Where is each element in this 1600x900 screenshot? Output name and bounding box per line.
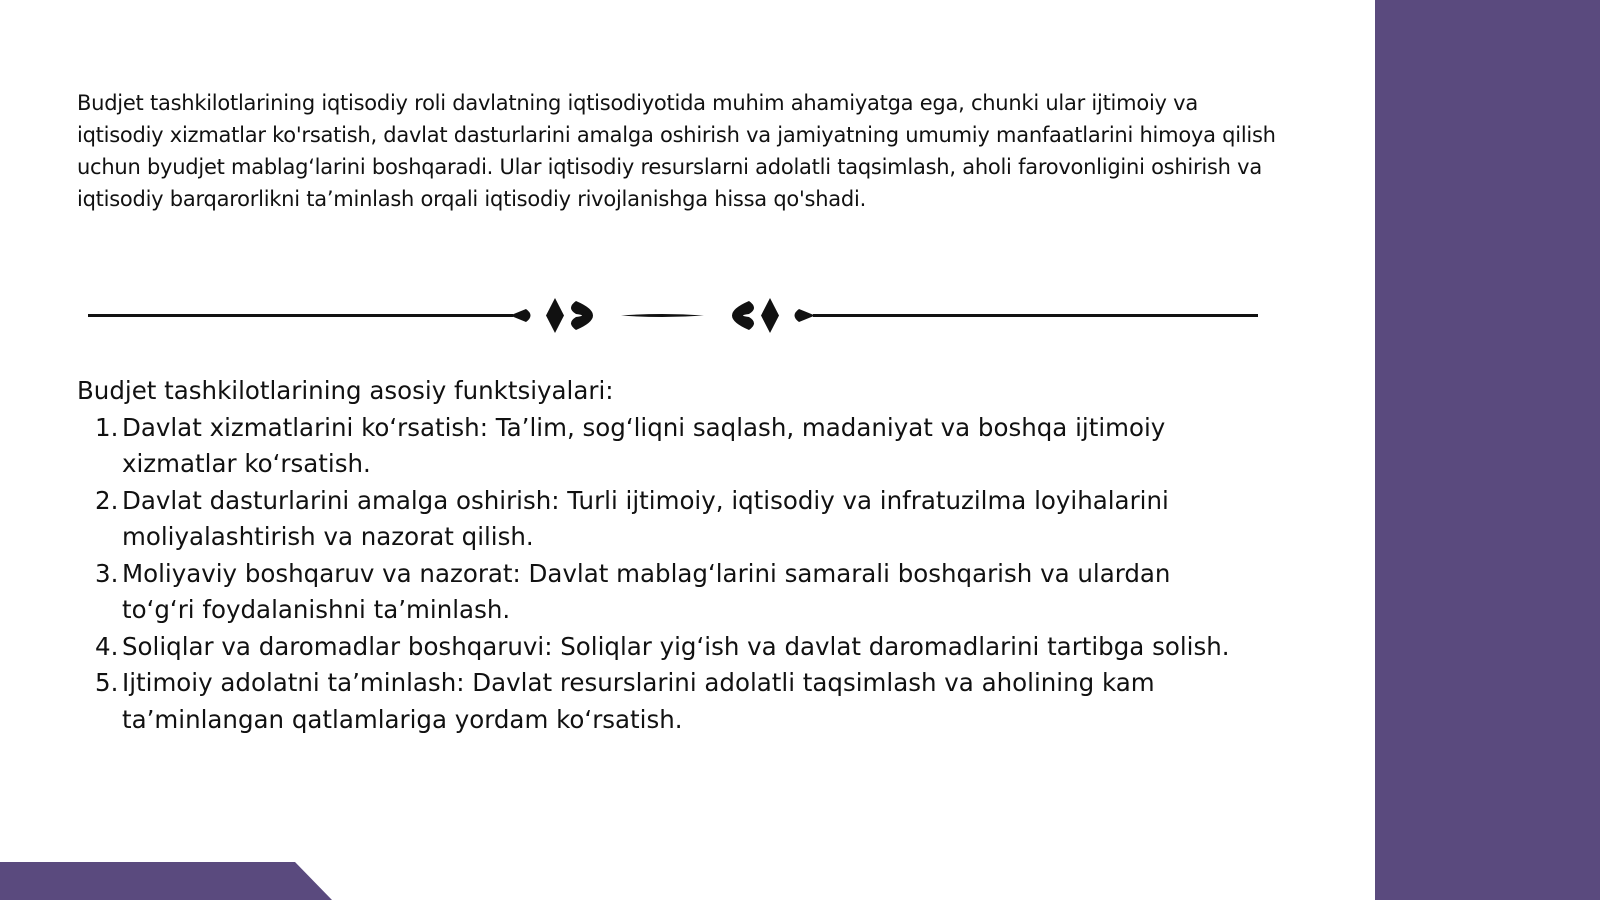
list-item-text: Soliqlar va daromadlar boshqaruvi: Soliqlar yig‘ish va davlat daromadlarini tartibga solish. — [122, 631, 1230, 661]
list-item-text: Moliyaviy boshqaruv va nazorat: Davlat mablag‘larini samarali boshqarish va ulardan to‘g‘ri foydalanishni ta’minlash. — [122, 558, 1171, 624]
list-item — [77, 410, 1237, 483]
functions-list — [77, 410, 1237, 739]
list-item-number: 4. — [95, 631, 119, 661]
list-item-text: Davlat dasturlarini amalga oshirish: Turli ijtimoiy, iqtisodiy va infratuzilma loyihalarini moliyalashtirish va nazorat qilish. — [122, 485, 1169, 551]
functions-section — [77, 373, 1237, 738]
functions-title: Budjet tashkilotlarining asosiy funktsiyalari: — [77, 376, 614, 405]
intro-paragraph: Budjet tashkilotlarining iqtisodiy roli davlatning iqtisodiyotida muhim ahamiyatga ega, chunki ular ijtimoiy va iqtisodiy xizmatlar ko'rsatish, davlat dasturlarini amalga oshirish va jamiyatning umumiy manfaatlarini himoya qilish uchun byudjet mablag‘larini boshqaradi. Ular iqtisodiy resurslarni adolatli taqsimlash, aholi farovonligini oshirish va iqtisodiy barqarorlikni ta’minlash orqali iqtisodiy rivojlanishga hissa qo'shadi. — [77, 91, 1276, 211]
list-item-text: Ijtimoiy adolatni ta’minlash: Davlat resurslarini adolatli taqsimlash va aholining kam ta’minlangan qatlamlariga yordam ko‘rsatish. — [122, 668, 1155, 734]
list-item-number: 2. — [95, 485, 119, 515]
list-item-number: 1. — [95, 412, 119, 442]
list-item — [77, 665, 1237, 738]
list-item-text: Davlat xizmatlarini ko‘rsatish: Ta’lim, sog‘liqni saqlash, madaniyat va boshqa ijtimoiy xizmatlar ko‘rsatish. — [122, 412, 1166, 478]
ornamental-divider-icon — [88, 296, 1258, 340]
bottom-accent-bar — [0, 862, 332, 900]
list-item-number: 3. — [95, 558, 119, 588]
list-item — [77, 556, 1237, 629]
side-accent-panel — [1375, 0, 1600, 900]
list-item-number: 5. — [95, 668, 119, 697]
list-item — [77, 629, 1237, 666]
list-item — [77, 483, 1237, 556]
